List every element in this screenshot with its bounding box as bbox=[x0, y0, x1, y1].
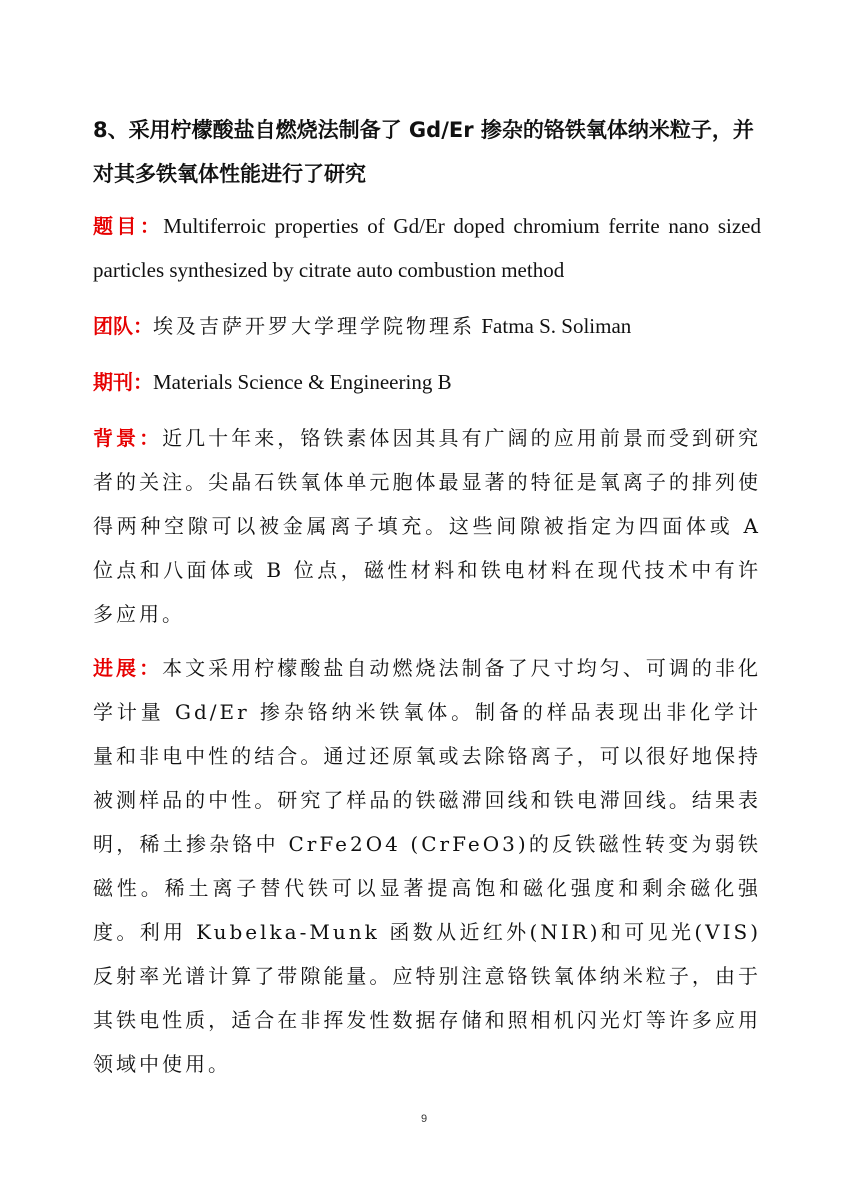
team-label: 团队： bbox=[93, 314, 153, 338]
journal-paragraph bbox=[93, 360, 761, 404]
background-text: 近几十年来，铬铁素体因其具有广阔的应用前景而受到研究者的关注。尖晶石铁氧体单元胞体最显著的特征是氧离子的排列使得两种空隙可以被金属离子填充。这些间隙被指定为四面体或 A 位点和八面体或 B 位点，磁性材料和铁电材料在现代技术中有许多应用。 bbox=[93, 426, 762, 626]
journal-text: Materials Science & Engineering B bbox=[153, 370, 452, 394]
journal-label: 期刊： bbox=[93, 370, 153, 394]
team-text: 埃及吉萨开罗大学理学院物理系 bbox=[153, 314, 475, 338]
progress-paragraph bbox=[93, 646, 761, 1086]
progress-text: 本文采用柠檬酸盐自动燃烧法制备了尺寸均匀、可调的非化学计量 Gd/Er 掺杂铬纳米铁氧体。制备的样品表现出非化学计量和非电中性的结合。通过还原氧或去除铬离子，可以很好地保持被测样品的中性。研究了样品的铁磁滞回线和铁电滞回线。结果表明，稀土掺杂铬中 CrFe2O4 (CrFeO3)的反铁磁性转变为弱铁磁性。稀土离子替代铁可以显著提高饱和磁化强度和剩余磁化强度。利用 Kubelka-Munk 函数从近红外(NIR)和可见光(VIS)反射率光谱计算了带隙能量。应特别注意铬铁氧体纳米粒子，由于其铁电性质，适合在非挥发性数据存储和照相机闪光灯等许多应用领域中使用。 bbox=[93, 656, 762, 1076]
title-label: 题目： bbox=[93, 214, 164, 238]
team-paragraph bbox=[93, 304, 761, 348]
title-paragraph bbox=[93, 204, 761, 292]
team-member-name: Fatma S. Soliman bbox=[481, 314, 632, 338]
background-label: 背景： bbox=[93, 426, 163, 450]
progress-label: 进展： bbox=[93, 656, 163, 680]
page-number: 9 bbox=[420, 1113, 428, 1125]
section-heading: 8、采用柠檬酸盐自燃烧法制备了 Gd/Er 掺杂的铬铁氧体纳米粒子，并对其多铁氧体性能进行了研究 bbox=[93, 118, 754, 186]
title-text: Multiferroic properties of Gd/Er doped chromium ferrite nano sized particles synthesized by citrate auto combustion method bbox=[93, 214, 762, 282]
background-paragraph bbox=[93, 416, 761, 636]
